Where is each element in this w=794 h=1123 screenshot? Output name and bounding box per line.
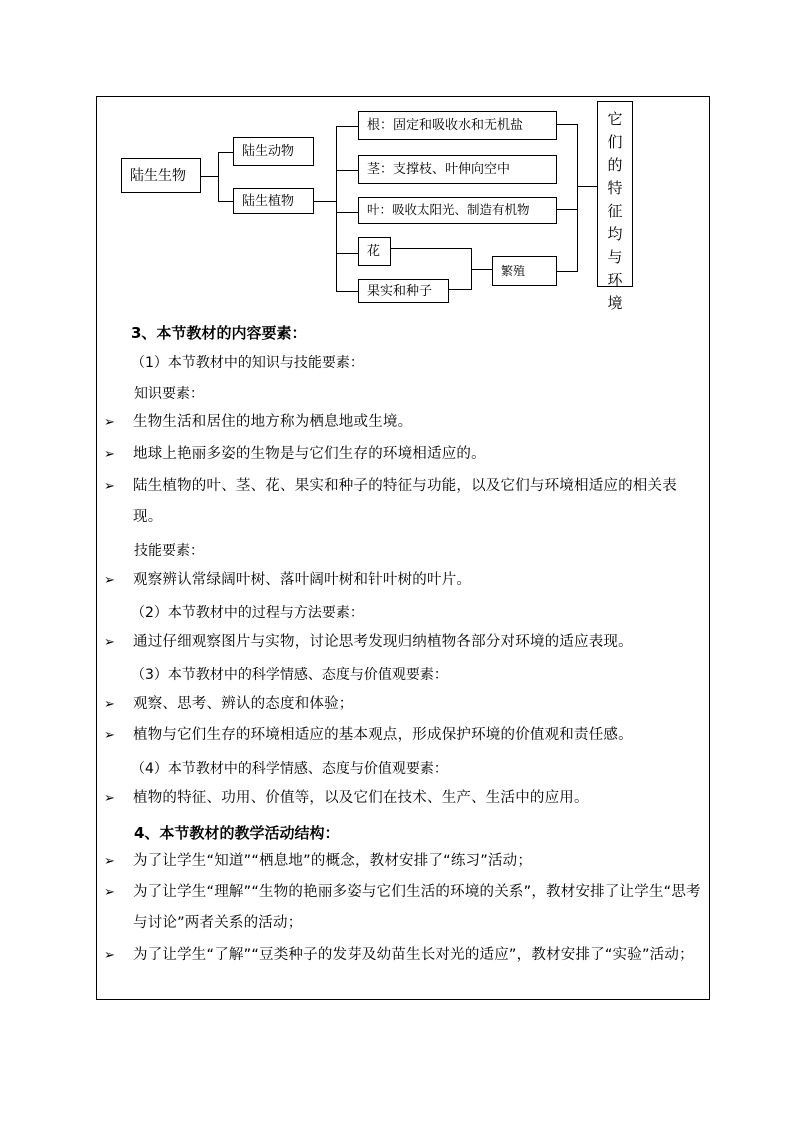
connector-leaf-part bbox=[336, 212, 358, 213]
list-item-text: 植物的特征、功用、价值等，以及它们在技术、生产、生活中的应用。 bbox=[133, 790, 589, 806]
fruit-part-node: 果实和种子 bbox=[358, 279, 449, 303]
subsection-3: （3）本节教材中的科学情感、态度与价值观要素： bbox=[131, 667, 448, 683]
bullet-arrow-icon: ➢ bbox=[104, 854, 115, 869]
connector-root-part bbox=[336, 126, 358, 127]
skill-label: 技能要素： bbox=[134, 543, 204, 559]
connector-repro-right bbox=[557, 271, 578, 272]
list-item-text: 生物生活和居住的地方称为栖息地或生境。 bbox=[133, 414, 413, 430]
concept-diagram bbox=[0, 0, 794, 312]
connector-root-vertical bbox=[218, 152, 219, 201]
flower-part-node: 花 bbox=[358, 237, 391, 266]
list-item-text: 地球上艳丽多姿的生物是与它们生存的环境相适应的。 bbox=[133, 446, 486, 462]
connector-right-vertical bbox=[577, 124, 578, 271]
connector-root bbox=[201, 176, 218, 177]
connector-repro bbox=[471, 269, 492, 270]
root-part-node: 根：固定和吸收水和无机盐 bbox=[358, 111, 557, 140]
connector-plants-out bbox=[314, 201, 336, 202]
connector-leaf-right bbox=[557, 209, 577, 210]
connector-parts-vertical bbox=[336, 126, 337, 291]
bullet-arrow-icon: ➢ bbox=[104, 447, 115, 462]
connector-summary bbox=[577, 186, 597, 187]
connector-flower-right bbox=[391, 248, 471, 249]
connector-animals bbox=[218, 152, 233, 153]
bullet-arrow-icon: ➢ bbox=[104, 635, 115, 650]
connector-fruit-right bbox=[449, 289, 471, 290]
bullet-arrow-icon: ➢ bbox=[104, 697, 115, 712]
bullet-arrow-icon: ➢ bbox=[104, 573, 115, 588]
list-item-text: 为了让学生“理解”“生物的艳丽多姿与它们生活的环境的关系”，教材安排了让学生“思考与讨论”两者关系的活动； bbox=[133, 884, 701, 931]
bullet-arrow-icon: ➢ bbox=[104, 479, 115, 494]
list-item-text: 陆生植物的叶、茎、花、果实和种子的特征与功能，以及它们与环境相适应的相关表现。 bbox=[133, 478, 677, 525]
stem-part-node: 茎：支撑枝、叶伸向空中 bbox=[358, 155, 557, 184]
subsection-2: （2）本节教材中的过程与方法要素： bbox=[131, 605, 364, 621]
subsection-1: （1）本节教材中的知识与技能要素： bbox=[131, 355, 364, 371]
bullet-arrow-icon: ➢ bbox=[104, 415, 115, 430]
list-item-text: 为了让学生“了解”“豆类种子的发芽及幼苗生长对光的适应”，教材安排了“实验”活动； bbox=[133, 947, 694, 963]
summary-text: 它们的特征均与环境 bbox=[607, 110, 623, 312]
bullet-arrow-icon: ➢ bbox=[104, 948, 115, 963]
subsection-4: （4）本节教材中的科学情感、态度与价值观要素： bbox=[131, 761, 448, 777]
bullet-arrow-icon: ➢ bbox=[104, 791, 115, 806]
section-4-heading: 4、本节教材的教学活动结构： bbox=[134, 824, 340, 842]
knowledge-label: 知识要素： bbox=[134, 386, 204, 402]
list-item-text: 为了让学生“知道”“栖息地”的概念，教材安排了“练习”活动； bbox=[133, 853, 533, 869]
bullet-arrow-icon: ➢ bbox=[104, 728, 115, 743]
section-3-heading: 3、本节教材的内容要素： bbox=[131, 324, 307, 342]
list-item-text: 观察辨认常绿阔叶树、落叶阔叶树和针叶树的叶片。 bbox=[133, 572, 472, 588]
connector-plants bbox=[218, 201, 233, 202]
leaf-part-node: 叶：吸收太阳光、制造有机物 bbox=[358, 197, 557, 224]
animals-node: 陆生动物 bbox=[233, 137, 314, 166]
summary-node bbox=[597, 101, 633, 312]
plants-node: 陆生植物 bbox=[233, 188, 314, 214]
connector-flower-part bbox=[336, 253, 358, 254]
connector-root-right bbox=[557, 124, 577, 125]
connector-fruit-part bbox=[336, 291, 358, 292]
list-item-text: 植物与它们生存的环境相适应的基本观点，形成保护环境的价值观和责任感。 bbox=[133, 727, 633, 743]
list-item-text: 通过仔细观察图片与实物，讨论思考发现归纳植物各部分对环境的适应表现。 bbox=[133, 634, 633, 650]
root-node: 陆生生物 bbox=[121, 158, 201, 193]
bullet-arrow-icon: ➢ bbox=[104, 885, 115, 900]
connector-stem-part bbox=[336, 170, 358, 171]
list-item-text: 观察、思考、辨认的态度和体验； bbox=[133, 696, 354, 712]
reproduction-node: 繁殖 bbox=[492, 256, 557, 286]
